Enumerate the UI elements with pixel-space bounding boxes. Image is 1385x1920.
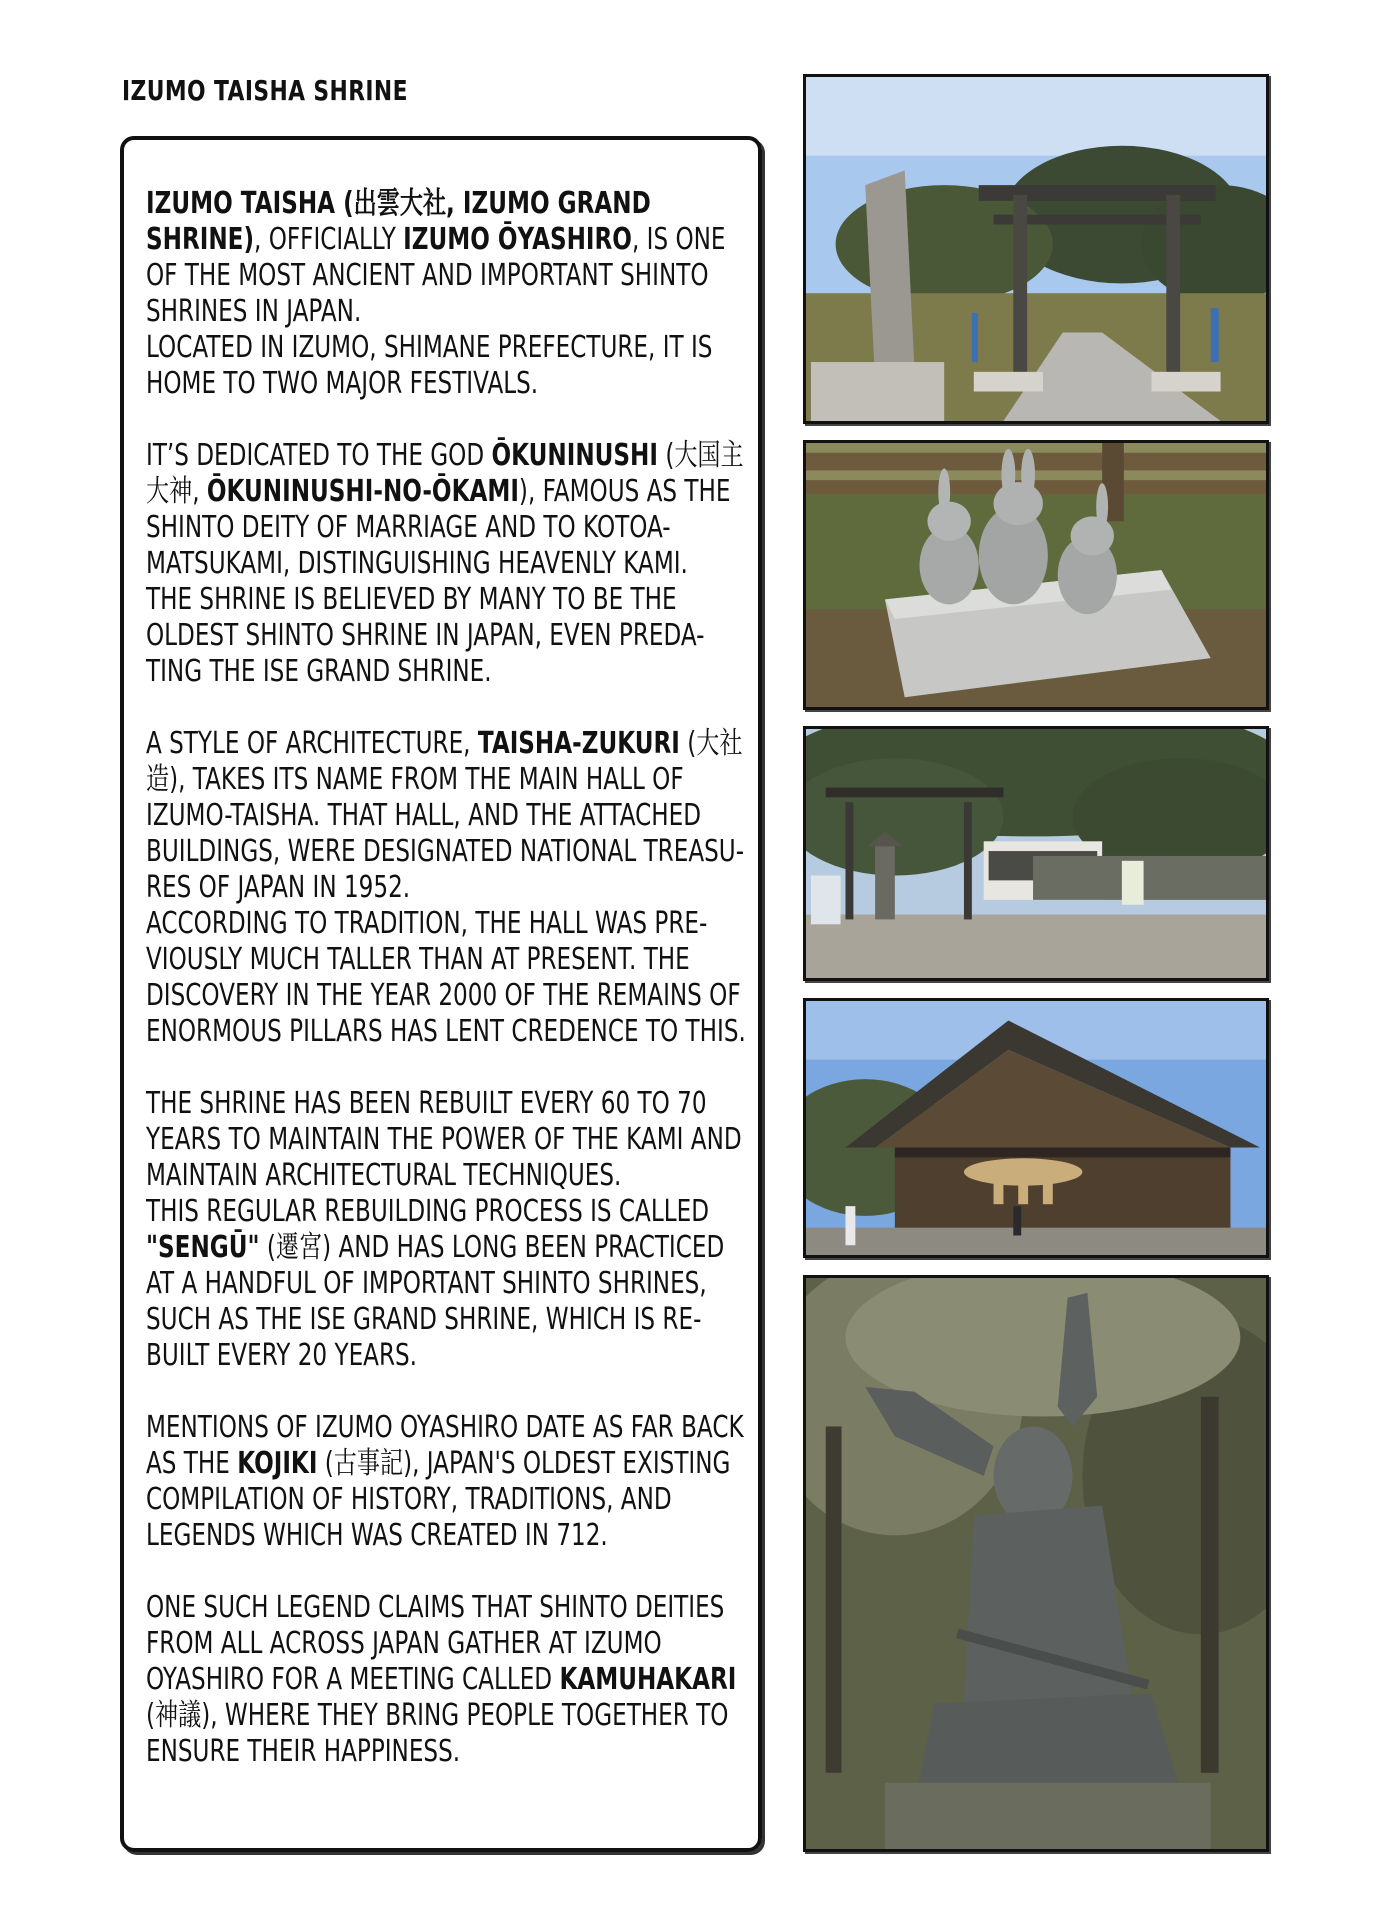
page-title: IZUMO TAISHA SHRINE: [122, 74, 408, 107]
photo-main-hall: [803, 998, 1269, 1258]
paragraph-rebuilding: THE SHRINE HAS BEEN REBUILT EVERY 60 TO 70 YEARS TO MAINTAIN THE POWER OF THE KAMI AND MAINTAIN ARCHITECTURAL TECHNIQUES. THIS REGULAR REBUILDING PROCESS IS CALLED "SENGŪ" (遷宮) AND HAS LONG BEEN PRACTICED AT A HANDFUL OF IMPORTANT SHINTO SHRINES, SUCH AS THE ISE GRAND SHRINE, WHICH IS RE-BUILT EVERY 20 YEARS.: [146, 1086, 742, 1373]
photo-okuninushi-statue: [803, 1275, 1269, 1852]
photo-rabbit-statues: [803, 440, 1269, 710]
paragraph-kojiki: MENTIONS OF IZUMO OYASHIRO DATE AS FAR BACK AS THE KOJIKI (古事記), JAPAN'S OLDEST EXISTING COMPILATION OF HISTORY, TRADITIONS, AND LEGENDS WHICH WAS CREATED IN 712.: [146, 1410, 744, 1553]
paragraph-deity: IT’S DEDICATED TO THE GOD ŌKUNINUSHI (大国主大神, ŌKUNINUSHI-NO-ŌKAMI), FAMOUS AS THE SHINTO DEITY OF MARRIAGE AND TO KOTOA-MATSUKAMI, DISTINGUISHING HEAVENLY KAMI. THE SHRINE IS BELIEVED BY MANY TO BE THE OLDEST SHINTO SHRINE IN JAPAN, EVEN PREDA-TING THE ISE GRAND SHRINE.: [146, 438, 744, 689]
photo-shrine-grounds: [803, 726, 1269, 981]
photo-torii-gate: [803, 74, 1269, 424]
article-body: [146, 186, 747, 1806]
paragraph-intro: IZUMO TAISHA (出雲大社, IZUMO GRAND SHRINE), OFFICIALLY IZUMO ŌYASHIRO, IS ONE OF THE MOST ANCIENT AND IMPORTANT SHINTO SHRINES IN JAPAN. LOCATED IN IZUMO, SHIMANE PREFECTURE, IT IS HOME TO TWO MAJOR FESTIVALS.: [146, 186, 726, 401]
paragraph-architecture: A STYLE OF ARCHITECTURE, TAISHA-ZUKURI (大社造), TAKES ITS NAME FROM THE MAIN HALL OF IZUMO-TAISHA. THAT HALL, AND THE ATTACHED BUILDINGS, WERE DESIGNATED NATIONAL TREASU-RES OF JAPAN IN 1952. ACCORDING TO TRADITION, THE HALL WAS PRE-VIOUSLY MUCH TALLER THAN AT PRESENT. THE DISCOVERY IN THE YEAR 2000 OF THE REMAINS OF ENORMOUS PILLARS HAS LENT CREDENCE TO THIS.: [146, 726, 746, 1049]
paragraph-legend: ONE SUCH LEGEND CLAIMS THAT SHINTO DEITIES FROM ALL ACROSS JAPAN GATHER AT IZUMO OYASHIRO FOR A MEETING CALLED KAMUHAKARI (神議), WHERE THEY BRING PEOPLE TOGETHER TO ENSURE THEIR HAPPINESS.: [146, 1590, 737, 1769]
